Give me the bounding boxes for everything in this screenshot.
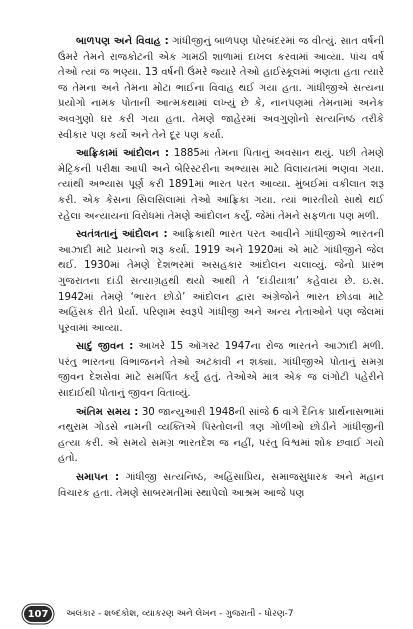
paragraph-last-days	[58, 405, 384, 467]
paragraph-heading: સાદું જીવન :	[76, 341, 134, 353]
paragraph-childhood	[58, 34, 384, 143]
paragraph-freedom-movement	[58, 227, 384, 336]
paragraph-text: આખરે 15 ઑગસ્ટ 1947ના રોજ ભારતને આઝાદી મળી. પરંતુ ભારતના વિભાજનને તેઓ અટકાવી ન શક્યા. ગાંધીજીએ પોતાનું સમગ્ર જીવન દેશસેવા માટે સમર્પિત કર્યું હતું. તેઓએ માત્ર એક જ લંગોટી પહેરીને સાદાઈથી પોતાનું જીવન વિતાવ્યું.	[58, 341, 384, 400]
page-footer	[24, 605, 390, 623]
paragraph-africa	[58, 146, 384, 224]
footer-book-title: અલંકાર - શબ્દકોશ, વ્યાકરણ અને લેખન - ગુજરાતી - ધોરણ-7	[66, 609, 294, 619]
essay-body	[58, 34, 384, 594]
paragraph-heading: આફ્રિકામાં આંદોલન :	[76, 148, 169, 160]
paragraph-text: ગાંધીજીનું બાળપણ પોરબંદરમાં જ વીત્યું. સાત વર્ષની ઉંમરે તેમને રાજકોટની એક ગામઠી શાળામાં દાખલ કરવામાં આવ્યા. પાંચ વર્ષ તેઓ ત્યાં જ ભણ્યા. 13 વર્ષની ઉંમરે જ્યારે તેઓ હાઈસ્કૂલમાં ભણતા હતા ત્યારે જ તેમના અને તેમના મોટા ભાઈના વિવાહ થઈ ગયા હતા. ગાંધીજીએ સત્યના પ્રયોગો નામક પોતાની આત્મકથામાં લખ્યું છે કે, નાનપણમાં તેમનામાં અનેક અવગુણો ઘર કરી ગયા હતા. તેમણે જાહેરમાં અવગુણોનો સત્યનિષ્ઠ તરીકે સ્વીકાર પણ કર્યો અને તેને દૂર પણ કર્યા.	[58, 36, 385, 141]
paragraph-text: 30 જાન્યુઆરી 1948ની સાંજે 6 વાગે દૈનિક પ્રાર્થનાસભામાં નથુરામ ગોડસે નામની વ્યક્તિએ પિસ્તોલની ત્રણ ગોળીઓ છોડીને ગાંધીજીની હત્યા કરી. એ સમયે સમગ્ર ભારતદેશ જ નહીં, પરંતુ વિશ્વમાં શોક છવાઈ ગયો હતો.	[58, 406, 384, 465]
paragraph-text: આફ્રિકાથી ભારત પરત આવીને ગાંધીજીએ ભારતની આઝાદી માટે પ્રયત્નો શરૂ કર્યા. 1919 અને 1920માં એ માટે ગાંધીજીને જેલ થઈ. 1930માં તેમણે દેશભરમાં અસહકાર આંદોલન ચલાવ્યું. જેનો પ્રારંભ ગુજરાતના દાંડી સત્યાગ્રહથી થયો આથી તે ‘દાંડીયાત્રા’ કહેવાય છે. ઇ.સ. 1942માં તેમણે ‘ભારત છોડો’ આંદોલન દ્વારા અંગ્રેજોને ભારત છોડવા માટે અહિંસક રીતે પ્રેર્યા. પરિણામ સ્વરૂપે ગાંધીજી અને અન્ય નેતાઓને પણ જેલમાં પૂરવામાં આવ્યા.	[58, 229, 384, 334]
paragraph-heading: સમાપન :	[76, 472, 120, 484]
paragraph-conclusion	[58, 470, 384, 501]
paragraph-simple-life	[58, 339, 384, 401]
paragraph-heading: અંતિમ સમય :	[76, 406, 139, 418]
paragraph-heading: સ્વતંત્રતાનું આંદોલન :	[76, 229, 168, 241]
paragraph-text: 1885માં તેમના પિતાનું અવસાન થયું. પછી તેમણે મેટ્રિકની પરીક્ષા આપી અને બેરિસ્ટરીના અભ્યાસ માટે વિલાયતમાં ભણવા ગયા. ત્યાંથી અભ્યાસ પૂર્ણ કરી 1891માં ભારત પરત આવ્યા. મુંબઈમાં વકીલાત શરૂ કરી. એક કેસના સિલસિલામાં તેઓ આફ્રિકા ગયા. ત્યાં ભારતીયો સાથે થઈ રહેલા અન્યાયના વિરોધમાં તેમણે આંદોલન કર્યું. જેમાં તેમને સફળતા પણ મળી.	[58, 148, 384, 222]
paragraph-text: ગાંધીજી સત્યનિષ્ઠ, અહિંસાપ્રિય, સમાજસુધારક અને મહાન વિચારક હતા. તેમણે સાબરમતીમાં સ્થાપેલો આશ્રમ આજે પણ	[58, 472, 384, 499]
paragraph-heading: બાળપણ અને વિવાહ :	[76, 36, 169, 47]
page-number-badge: 107	[24, 606, 52, 622]
